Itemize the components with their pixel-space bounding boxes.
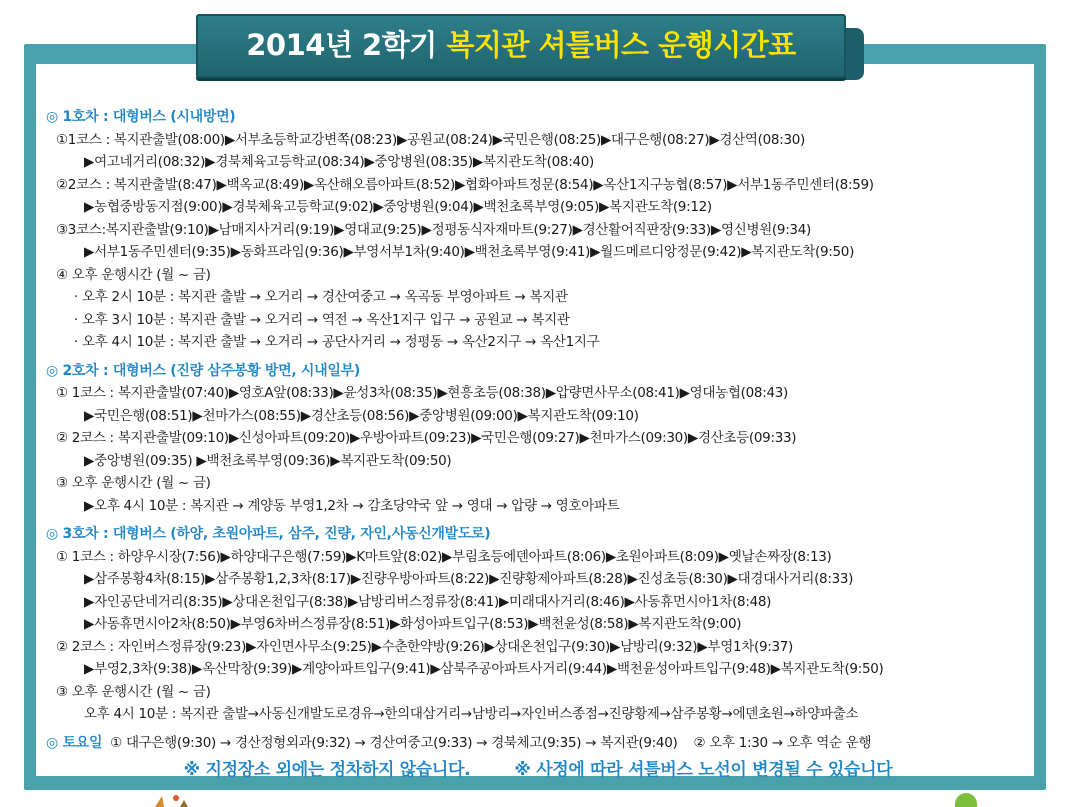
- section-heading: ◎ 1호차 : 대형버스 (시내방면): [46, 109, 236, 125]
- section-heading: ◎ 3호차 : 대형버스 (하양, 초원아파트, 삼주, 진량, 자인,사동신개발도로): [46, 526, 491, 542]
- route-line: ▶부영2,3차(9:38)▶옥산막창(9:39)▶계양아파트입구(9:41)▶삼북주공아파트사거리(9:44)▶백천윤성아파트입구(9:48)▶복지관도착(9:50): [84, 661, 884, 677]
- title-main: 복지관 셔틀버스 운행시간표: [446, 28, 796, 62]
- route-line: ▶삼주봉황4차(8:15)▶삼주봉황1,2,3차(8:17)▶진량우방아파트(8:22)▶진량황제아파트(8:28)▶진성초등(8:30)▶대경대사거리(8:33): [84, 571, 854, 587]
- tree-decoration-icon: [955, 793, 977, 807]
- route-line: ▶농협중방동지점(9:00)▶경북체육고등학교(9:02)▶중앙병원(9:04)▶백천초록부영(9:05)▶복지관도착(9:12): [84, 199, 712, 215]
- route-line: ① 1코스 : 하양우시장(7:56)▶하양대구은행(7:59)▶K마트앞(8:02)▶부림초등에덴아파트(8:06)▶초원아파트(8:09)▶옛날손짜장(8:13): [56, 548, 832, 565]
- route-line: ▶자인공단네거리(8:35)▶상대온천입구(8:38)▶남방리버스정류장(8:41)▶미래대사거리(8:46)▶사동휴먼시아1차(8:48): [84, 593, 772, 610]
- route-line: ① 1코스 : 복지관출발(07:40)▶영호A앞(08:33)▶윤성3차(08:35)▶현흥초등(08:38)▶압량면사무소(08:41)▶영대농협(08:43): [56, 385, 788, 401]
- notice-row: [46, 756, 1030, 784]
- notice-text: ※ 사정에 따라 셔틀버스 노선이 변경될 수 있습니다: [514, 760, 893, 780]
- route-line: ▶국민은행(08:51)▶천마가스(08:55)▶경산초등(08:56)▶중앙병원(09:00)▶복지관도착(09:10): [84, 407, 639, 424]
- schedule-content: [46, 106, 1030, 784]
- route-line: ③ 오후 운행시간 (월 ~ 금): [56, 475, 211, 491]
- notice-text: ※ 지정장소 외에는 정차하지 않습니다.: [183, 760, 471, 780]
- page-title: [196, 14, 846, 78]
- route-line: · 오후 2시 10분 : 복지관 출발 → 오거리 → 경산여중고 → 옥곡동 부영아파트 → 복지관: [74, 289, 568, 305]
- route-line: · 오후 3시 10분 : 복지관 출발 → 오거리 → 역전 → 옥산1지구 입구 → 공원교 → 복지관: [74, 311, 570, 328]
- route-line: ▶여고네거리(08:32)▶경북체육고등학교(08:34)▶중앙병원(08:35)▶복지관도착(08:40): [84, 154, 594, 170]
- section-heading: ◎ 2호차 : 대형버스 (진량 삼주봉황 방면, 시내일부): [46, 362, 360, 379]
- route-line: ▶서부1동주민센터(9:35)▶동화프라임(9:36)▶부영서부1차(9:40)▶백천초록부영(9:41)▶월드메르디앙정문(9:42)▶복지관도착(9:50): [84, 244, 855, 260]
- route-line: · 오후 4시 10분 : 복지관 출발 → 오거리 → 공단사거리 → 정평동 → 옥산2지구 → 옥산1지구: [74, 334, 600, 350]
- route-line: ② 2코스 : 복지관출발(09:10)▶신성아파트(09:20)▶우방아파트(09:23)▶국민은행(09:27)▶천마가스(09:30)▶경산초등(09:33): [56, 430, 797, 446]
- route-line: ② 2코스 : 자인버스정류장(9:23)▶자인면사무소(9:25)▶수춘한약방(9:26)▶상대온천입구(9:30)▶남방리(9:32)▶부영1차(9:37): [56, 638, 794, 655]
- saturday-route: ① 대구은행(9:30) → 경산정형외과(9:32) → 경산여중고(9:33) → 경북체고(9:35) → 복지관(9:40) ② 오후 1:30 → 오후 역순 운행: [102, 734, 872, 751]
- route-line: ④ 오후 운행시간 (월 ~ 금): [56, 266, 211, 283]
- route-line: ②2코스 : 복지관출발(8:47)▶백옥교(8:49)▶옥산해오름아파트(8:52)▶협화아파트정문(8:54)▶옥산1지구농협(8:57)▶서부1동주민센터(8:59): [56, 176, 874, 193]
- title-year: 2014년 2학기: [246, 28, 447, 62]
- saturday-label: ◎ 토요일: [46, 734, 103, 751]
- route-line: ▶중앙병원(09:35) ▶백천초록부영(09:36)▶복지관도착(09:50): [84, 452, 452, 469]
- route-line: ③3코스:복지관출발(9:10)▶남매지사거리(9:19)▶영대교(9:25)▶정평동식자재마트(9:27)▶경산활어직판장(9:33)▶영신병원(9:34): [56, 221, 811, 238]
- route-line: ③ 오후 운행시간 (월 ~ 금): [56, 683, 211, 700]
- route-line: ▶사동휴먼시아2차(8:50)▶부영6차버스정류장(8:51)▶화성아파트입구(8:53)▶백천윤성(8:58)▶복지관도착(9:00): [84, 616, 742, 632]
- route-line: ▶오후 4시 10분 : 복지관 → 계양동 부영1,2차 → 감초당약국 앞 → 영대 → 압량 → 영호아파트: [84, 497, 620, 514]
- saturday-row: [46, 732, 1030, 755]
- leaf-decoration-icon: [150, 792, 190, 807]
- route-line: ①1코스 : 복지관출발(08:00)▶서부초등학교강변쪽(08:23)▶공원교(08:24)▶국민은행(08:25)▶대구은행(08:27)▶경산역(08:30): [56, 131, 805, 148]
- route-line: 오후 4시 10분 : 복지관 출발→사동신개발도로경유→한의대삼거리→남방리→자인버스종점→진량황제→삼주봉황→에덴초원→하양파출소: [84, 706, 859, 722]
